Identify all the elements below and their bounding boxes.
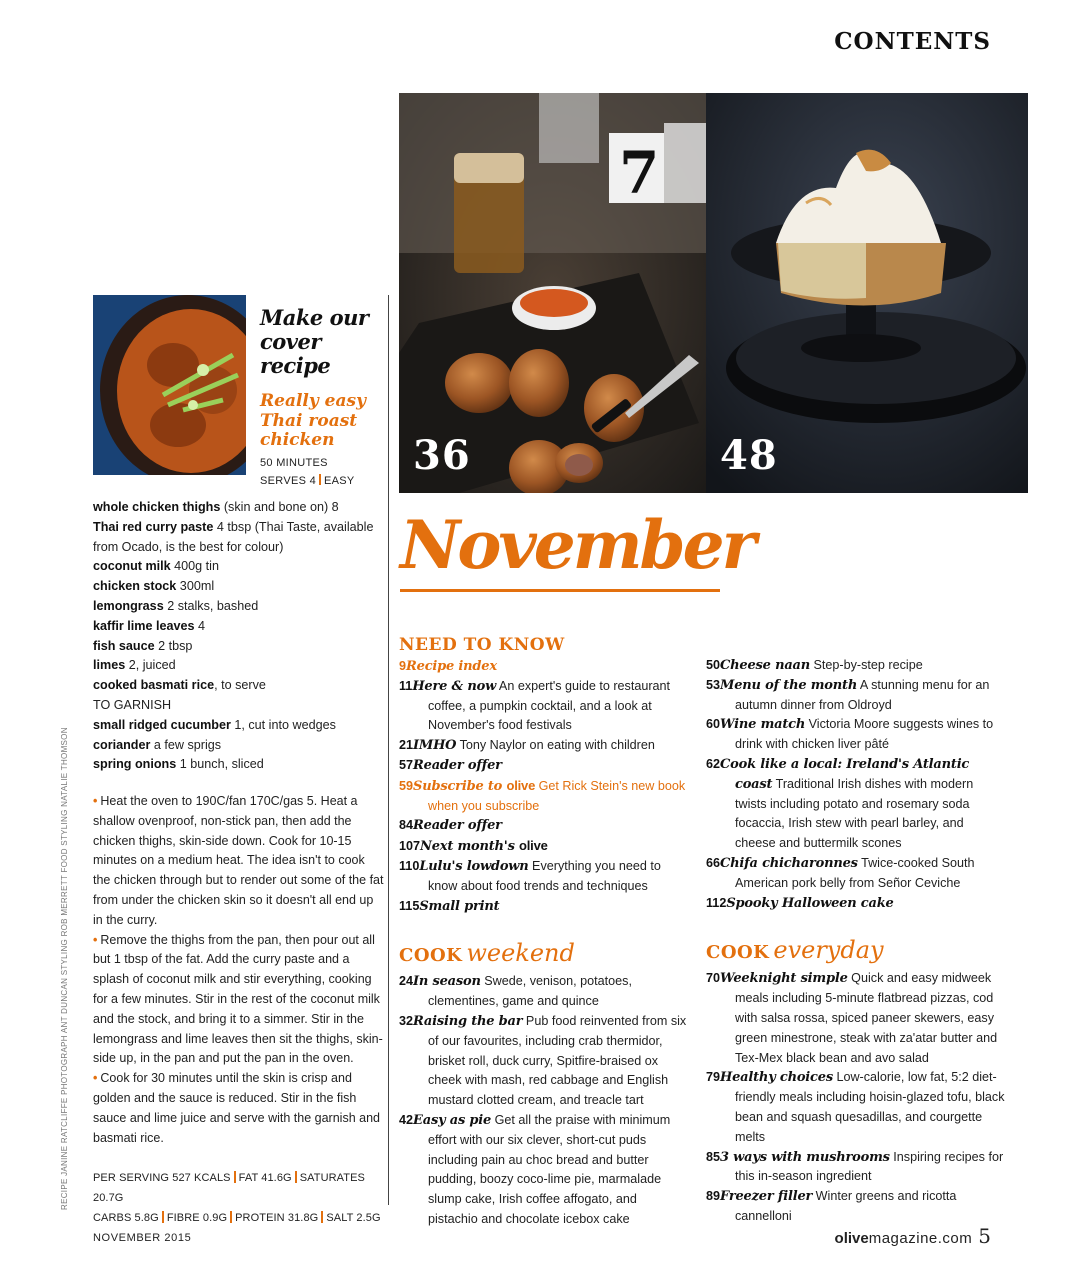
ingredient-item bbox=[93, 577, 385, 597]
contents-entry[interactable] bbox=[399, 657, 689, 677]
method-step bbox=[93, 792, 385, 931]
ingredient-item bbox=[93, 557, 385, 577]
entry-title: Chifa chicharonnes bbox=[720, 855, 858, 871]
contents-entry[interactable] bbox=[399, 836, 689, 857]
recipe-name-line1: Really easy bbox=[260, 391, 366, 411]
entry-page-number: 79 bbox=[706, 1070, 721, 1085]
entry-title: Spooky Halloween cake bbox=[726, 895, 894, 911]
contents-column-right bbox=[706, 656, 1006, 1227]
entry-title: In season bbox=[413, 974, 481, 990]
entry-page-number: 89 bbox=[706, 1189, 721, 1204]
entry-brand: olive bbox=[506, 777, 536, 793]
thai-chicken-photo bbox=[93, 295, 246, 475]
recipe-name bbox=[260, 392, 385, 451]
entry-title: Reader offer bbox=[413, 818, 502, 834]
ingredient-name: lemongrass bbox=[93, 598, 164, 613]
ingredient-detail: 2 tbsp bbox=[154, 638, 193, 653]
entry-title: Recipe index bbox=[406, 659, 497, 674]
cook-everyday-heading bbox=[706, 935, 1006, 969]
contents-entry[interactable] bbox=[706, 894, 1006, 914]
entry-description: Quick and easy midweek meals including 5-minute flatbread pizzas, cod with salsa rossa, spiced paneer skewers, easy green minestrone, steak with za'atar butter and Tex-Mex black bean and avo salad bbox=[735, 971, 998, 1065]
contents-entry[interactable] bbox=[706, 755, 1006, 854]
entry-title: Raising the bar bbox=[413, 1013, 523, 1029]
ingredient-detail: TO GARNISH bbox=[93, 697, 172, 712]
contents-entry[interactable] bbox=[706, 969, 1006, 1068]
ingredient-name: whole chicken thighs bbox=[93, 500, 221, 514]
nutrition-info bbox=[93, 1168, 385, 1228]
cook-everyday-heading-bold: COOK bbox=[706, 942, 770, 964]
entry-description: Winter greens and ricotta cannelloni bbox=[735, 1189, 957, 1223]
bullet-icon: • bbox=[93, 794, 98, 808]
method-step bbox=[93, 931, 385, 1070]
cook-weekend-heading-italic: weekend bbox=[466, 939, 575, 968]
ingredient-detail: 2 stalks, bashed bbox=[163, 598, 259, 613]
recipe-name-line3: chicken bbox=[260, 430, 335, 450]
entry-page-number: 9 bbox=[399, 659, 407, 673]
ingredient-name: cooked basmati rice bbox=[93, 678, 215, 693]
bullet-icon: • bbox=[93, 932, 98, 947]
cook-weekend-heading-bold: COOK bbox=[399, 945, 463, 967]
ingredient-item bbox=[93, 696, 385, 716]
entry-page-number: 11 bbox=[399, 678, 413, 693]
ingredient-detail: 400g tin bbox=[170, 559, 219, 574]
entry-description: Everything you need to know about food trends and techniques bbox=[428, 858, 661, 893]
ingredient-name: coconut milk bbox=[93, 559, 171, 574]
need-to-know-list bbox=[399, 657, 689, 916]
cook-weekend-heading bbox=[399, 938, 689, 972]
ingredient-detail: 4 tbsp (Thai Taste, available from Ocado, is the best for colour) bbox=[93, 519, 374, 554]
nutrition-fibre: FIBRE 0.9G bbox=[166, 1212, 228, 1224]
entry-page-number: 24 bbox=[399, 974, 414, 989]
ingredient-item bbox=[93, 637, 385, 657]
promo-heading-line2: cover recipe bbox=[260, 329, 331, 378]
entry-title: Easy as pie bbox=[413, 1112, 492, 1128]
entry-title: Cook like a local: Ireland's Atlantic coast bbox=[720, 756, 970, 792]
ingredient-detail: a few sprigs bbox=[150, 737, 222, 752]
contents-column-left bbox=[399, 633, 689, 1230]
section-title: CONTENTS bbox=[834, 28, 991, 55]
contents-entry[interactable] bbox=[399, 816, 689, 836]
contents-entry[interactable] bbox=[399, 1111, 689, 1230]
entry-page-number: 66 bbox=[706, 855, 721, 870]
footer-brand: olive bbox=[834, 1230, 869, 1247]
thai-chicken-illustration bbox=[93, 295, 246, 475]
entry-title: Small print bbox=[419, 898, 500, 914]
entry-description: Get Rick Stein's new book when you subscribe bbox=[428, 778, 686, 813]
cook-everyday-heading-italic: everyday bbox=[773, 936, 884, 965]
ingredient-name: spring onions bbox=[93, 757, 177, 772]
entry-page-number: 62 bbox=[706, 756, 721, 771]
contents-entry[interactable] bbox=[399, 972, 689, 1012]
method-step-text: Heat the oven to 190C/fan 170C/gas 5. Heat a shallow ovenproof, non-stick pan, then add the chicken thighs, skin-side down. Cook for 10-15 minutes on a medium heat. The idea isn't to cook the chicken through but to render out some of the fat from under the chicken skin so it doesn't all end up in the curry. bbox=[93, 794, 384, 927]
contents-entry[interactable] bbox=[706, 1148, 1006, 1188]
entry-description: Step-by-step recipe bbox=[810, 658, 923, 672]
recipe-name-line2: Thai roast bbox=[260, 410, 358, 431]
entry-description: Victoria Moore suggests wines to drink with chicken liver pâté bbox=[735, 717, 994, 752]
ingredient-item bbox=[93, 656, 385, 676]
entry-brand: olive bbox=[519, 838, 548, 854]
footer-domain: magazine.com bbox=[868, 1230, 973, 1247]
entry-page-number: 42 bbox=[399, 1112, 414, 1127]
entry-description: Low-calorie, low fat, 5:2 diet-friendly meals including hoisin-glazed tofu, black bean and squash quesadillas, and courgette melts bbox=[735, 1070, 1005, 1144]
ingredient-name: chicken stock bbox=[93, 579, 177, 594]
promo-heading-line1: Make our bbox=[260, 305, 369, 330]
entry-page-number: 21 bbox=[399, 738, 414, 753]
table-number: 7 bbox=[619, 139, 660, 207]
ingredient-detail: 300ml bbox=[176, 579, 215, 594]
entry-description: Inspiring recipes for this in-season ingredient bbox=[735, 1149, 1004, 1184]
entry-page-number: 70 bbox=[706, 971, 721, 986]
footer-page-number: 5 bbox=[978, 1224, 991, 1248]
ingredient-item bbox=[93, 716, 385, 736]
ingredient-name: coriander bbox=[93, 737, 151, 752]
entry-description: A stunning menu for an autumn dinner from Oldroyd bbox=[735, 677, 990, 712]
contents-entry[interactable] bbox=[399, 677, 689, 736]
entry-description: Twice-cooked South American pork belly from Señor Ceviche bbox=[735, 855, 975, 890]
entry-title: Next month's bbox=[420, 839, 520, 855]
need-to-know-list-continued bbox=[706, 656, 1006, 913]
entry-page-number: 60 bbox=[706, 717, 721, 732]
ingredient-name: fish sauce bbox=[93, 638, 155, 653]
entry-title: Weeknight simple bbox=[720, 971, 848, 987]
entry-description: Tony Naylor on eating with children bbox=[456, 738, 655, 753]
ingredient-name: kaffir lime leaves bbox=[93, 618, 195, 633]
contents-entry[interactable] bbox=[706, 854, 1006, 894]
column-divider bbox=[388, 295, 389, 1205]
ingredient-detail: 4 bbox=[194, 618, 206, 633]
recipe-meta bbox=[260, 454, 385, 490]
nutrition-fat: FAT 41.6G bbox=[238, 1172, 292, 1184]
nutrition-saturates: SATURATES 20.7G bbox=[93, 1172, 365, 1204]
contents-entry[interactable] bbox=[706, 1068, 1006, 1147]
ingredient-name: small ridged cucumber bbox=[93, 717, 231, 732]
meta-separator bbox=[319, 474, 321, 485]
method-step-text: Cook for 30 minutes until the skin is crisp and golden and the sauce is reduced. Stir in the fish sauce and lime juice and serve with the garnish and basmati rice. bbox=[93, 1071, 380, 1145]
ingredient-name: limes bbox=[93, 658, 126, 673]
entry-page-number: 110 bbox=[399, 858, 420, 873]
entry-page-number: 53 bbox=[706, 677, 721, 692]
entry-description: Swede, venison, potatoes, clementines, game and quince bbox=[428, 974, 632, 1009]
entry-page-number: 115 bbox=[399, 898, 420, 913]
contents-entry[interactable] bbox=[399, 776, 689, 817]
method-step bbox=[93, 1069, 385, 1148]
ingredient-detail: (skin and bone on) 8 bbox=[220, 500, 339, 514]
entry-description: Get all the praise with minimum effort with our six clever, short-cut puds including pain au choc bread and butter pudding, boozy coco-lime pie, marmalade slump cake, Irish coffee affogato, and pistachio and chocolate icebox cake bbox=[428, 1112, 671, 1226]
entry-page-number: 85 bbox=[706, 1149, 721, 1164]
entry-title: Here & now bbox=[412, 678, 497, 694]
contents-entry[interactable] bbox=[399, 857, 689, 897]
ingredient-item bbox=[93, 736, 385, 756]
entry-title: Freezer filler bbox=[720, 1189, 813, 1205]
entry-title: Cheese naan bbox=[720, 658, 811, 673]
entry-page-number: 107 bbox=[399, 839, 421, 854]
ingredient-name: Thai red curry paste bbox=[93, 519, 214, 534]
page-number-36: 36 bbox=[413, 432, 471, 479]
ingredient-detail: , to serve bbox=[214, 678, 266, 693]
ingredient-detail: 1 bunch, sliced bbox=[176, 757, 264, 772]
recipe-difficulty: EASY bbox=[324, 474, 355, 487]
coconut-pie-photo bbox=[706, 93, 1028, 493]
contents-entry[interactable] bbox=[399, 736, 689, 756]
contents-entry[interactable] bbox=[706, 715, 1006, 755]
cook-everyday-list bbox=[706, 969, 1006, 1226]
contents-entry[interactable] bbox=[706, 656, 1006, 676]
need-to-know-heading: NEED TO KNOW bbox=[399, 635, 565, 655]
ingredient-item bbox=[93, 498, 385, 518]
nutrition-kcals: PER SERVING 527 KCALS bbox=[93, 1172, 231, 1184]
page-number-48: 48 bbox=[720, 432, 778, 479]
ingredient-item bbox=[93, 676, 385, 696]
footer-site bbox=[835, 1224, 991, 1248]
recipe-time: 50 MINUTES bbox=[260, 456, 328, 469]
entry-title: Subscribe to bbox=[413, 778, 507, 794]
nutrition-salt: SALT 2.5G bbox=[326, 1212, 381, 1224]
scotch-eggs-photo bbox=[399, 93, 706, 493]
entry-title: Reader offer bbox=[413, 757, 502, 773]
photo-credit: RECIPE JANINE RATCLIFFE PHOTOGRAPH ANT DUNCAN STYLING ROB MERRETT FOOD STYLING NATALIE THOMSON bbox=[60, 727, 69, 1210]
entry-title: IMHO bbox=[413, 738, 457, 754]
cover-recipe-promo bbox=[260, 306, 385, 490]
contents-entry[interactable] bbox=[399, 897, 689, 917]
entry-page-number: 84 bbox=[399, 818, 414, 833]
entry-description: Pub food reinvented from six of our favourites, including crab thermidor, brisket roll, duck curry, Spitfire-braised ox cheek with mash, red cabbage and English mustard clotted cream, and treacle tart bbox=[428, 1013, 687, 1108]
entry-title: Wine match bbox=[720, 717, 806, 733]
title-underline bbox=[400, 589, 720, 592]
contents-entry[interactable] bbox=[399, 1012, 689, 1111]
ingredients-list bbox=[93, 498, 385, 775]
month-title: November bbox=[400, 506, 754, 584]
ingredient-detail: 1, cut into wedges bbox=[230, 717, 336, 732]
ingredient-item bbox=[93, 617, 385, 637]
method-step-text: Remove the thighs from the pan, then pour out all but 1 tbsp of the fat. Add the curry paste and a splash of coconut milk and stir everything, cooking for a few minutes. Stir in the rest of the coconut milk and the stock, and bring it to a simmer. Stir in the lemongrass and lime leaves then sit the thighs, skin-side up, in the pan and put the pan in the oven. bbox=[93, 932, 383, 1066]
ingredient-item bbox=[93, 755, 385, 775]
entry-page-number: 50 bbox=[706, 658, 721, 672]
nutrition-protein: PROTEIN 31.8G bbox=[235, 1212, 319, 1224]
ingredient-detail: 2, juiced bbox=[125, 658, 176, 673]
contents-entry[interactable] bbox=[399, 756, 689, 776]
bullet-icon: • bbox=[93, 1071, 98, 1086]
contents-entry[interactable] bbox=[706, 676, 1006, 716]
recipe-method bbox=[93, 792, 385, 1148]
entry-title: Healthy choices bbox=[720, 1070, 833, 1086]
entry-page-number: 112 bbox=[706, 895, 727, 910]
cook-weekend-list bbox=[399, 972, 689, 1229]
ingredient-item bbox=[93, 597, 385, 617]
issue-date: NOVEMBER 2015 bbox=[93, 1232, 192, 1244]
entry-page-number: 59 bbox=[399, 778, 414, 793]
recipe-serves: SERVES 4 bbox=[260, 474, 317, 487]
contents-entry[interactable] bbox=[706, 1187, 1006, 1227]
ingredient-item bbox=[93, 518, 385, 558]
entry-title: Lulu's lowdown bbox=[419, 858, 529, 874]
entry-title: 3 ways with mushrooms bbox=[720, 1149, 890, 1165]
entry-page-number: 57 bbox=[399, 757, 414, 772]
entry-title: Menu of the month bbox=[720, 677, 858, 693]
entry-description: An expert's guide to restaurant coffee, a pumpkin cocktail, and a look at November's food festivals bbox=[428, 678, 671, 733]
entry-description: Traditional Irish dishes with modern twists including potato and rosemary soda focaccia, Irish stew with pearl barley, and cheese and buttermilk scones bbox=[735, 776, 974, 851]
nutrition-carbs: CARBS 5.8G bbox=[93, 1212, 159, 1224]
entry-page-number: 32 bbox=[399, 1013, 414, 1028]
